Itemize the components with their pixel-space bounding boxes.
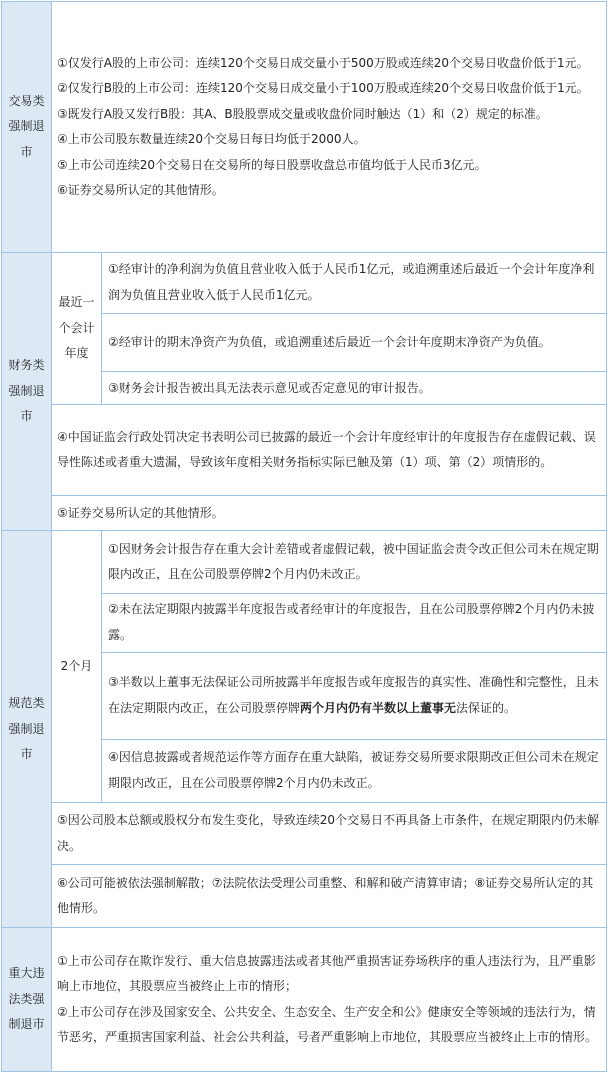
category-violation: 重大违法类强制退市 bbox=[2, 928, 52, 1072]
financial-row-4 bbox=[2, 405, 607, 496]
violation-item-2: ②上市公司存在涉及国家安全、公共安全、生态安全、生产安全和公》健康安全等领域的违法行为，情节恶劣，严重损害国家利益、社会公共利益，号者严重影响上市地位，其股票应当被终止上市的情形。 bbox=[57, 1004, 598, 1045]
category-compliance: 规范类强制退市 bbox=[2, 531, 52, 928]
compliance-item-3-emphasis: 两个月内仍有半数以上董事无 bbox=[300, 700, 457, 715]
compliance-sub-label: 2个月 bbox=[52, 531, 102, 802]
compliance-row-1 bbox=[2, 531, 607, 594]
compliance-sub-item-2: ②未在法定期限内披露半年度报告或者经审计的年度报告，且在公司股票停牌2个月内仍未披露。 bbox=[102, 594, 607, 653]
compliance-sub-item-4: ④因信息披露或者规范运作等方面存在重大缺陷，被证券交易所要求限期改正但公司未在规定期限内改正，且在公司股票停牌2个月内仍未改正。 bbox=[102, 739, 607, 802]
compliance-sub-item-3 bbox=[102, 652, 607, 739]
category-trading: 交易类强制退市 bbox=[2, 2, 52, 253]
delisting-rules-table bbox=[1, 1, 607, 1072]
compliance-item-6: ⑥公司可能被依法强制解散；⑦法院依法受理公司重整、和解和破产清算审请；⑧证券交易所认定的其他情形。 bbox=[52, 865, 607, 928]
trading-item-4: ④上市公司股东数量连续20个交易日每日均低于2000人。 bbox=[57, 132, 366, 147]
violation-item-1: ①上市公司存在欺诈发行、重大信息披露违法或者其他严重损害证券场秩序的重人违法行为，且严重影响上市地位，其股票应当被终止上市的情形； bbox=[57, 953, 596, 994]
financial-sub-label: 最近一个会计年度 bbox=[52, 253, 102, 405]
financial-row-1 bbox=[2, 253, 607, 314]
financial-item-5: ⑤证券交易所认定的其他情形。 bbox=[52, 496, 607, 531]
compliance-row-5 bbox=[2, 802, 607, 865]
trading-item-6: ⑥证券交易所认定的其他情形。 bbox=[57, 183, 224, 198]
financial-sub-item-3: ③财务会计报告被出具无法表示意见或否定意见的审计报告。 bbox=[102, 372, 607, 405]
trading-rules bbox=[52, 2, 607, 253]
compliance-sub-item-1: ①因财务会计报告存在重大会计差错或者虚假记载，被中国证监会责令改正但公司未在规定期限内改正，且在公司股票停牌2个月内仍未改正。 bbox=[102, 531, 607, 594]
trading-item-2: ②仅发行B股的上市公司：连续120个交易日成交量小于100万股或连续20个交易日收盘价低于1元。 bbox=[57, 81, 589, 96]
compliance-item-3-tail: 法保证的。 bbox=[456, 700, 517, 715]
trading-item-1: ①仅发行A股的上市公司：连续120个交易日成交量小于500万股或连续20个交易日收盘价低于1元。 bbox=[57, 55, 589, 70]
violation-row bbox=[2, 928, 607, 1072]
financial-sub-item-1: ①经审计的净利润为负值且营业收入低于人民币1亿元，或追溯重述后最近一个会计年度净利润为负值且营业收入低于人民币1亿元。 bbox=[102, 253, 607, 314]
financial-sub-item-2: ②经审计的期末净资产为负值，或追溯重述后最近一个会计年度期末净资产为负值。 bbox=[102, 313, 607, 372]
category-financial: 财务类强制退市 bbox=[2, 253, 52, 531]
trading-row bbox=[2, 2, 607, 253]
violation-rules bbox=[52, 928, 607, 1072]
financial-row-5 bbox=[2, 496, 607, 531]
trading-item-3: ③既发行A股又发行B股：其A、B股股票成交量或收盘价同时触达（1）和（2）规定的标准。 bbox=[57, 106, 548, 121]
financial-item-4: ④中国证监会行政处罚决定书表明公司已披露的最近一个会计年度经审计的年度报告存在虚假记载、误导性陈述或者重大遗漏，导致该年度相关财务指标实际已触及第（1）项、第（2）项情形的。 bbox=[52, 405, 607, 496]
trading-item-5: ⑤上市公司连续20个交易日在交易所的每日股票收盘总市值均低于人民币3亿元。 bbox=[57, 157, 487, 172]
compliance-item-3-text: ③半数以上董事无法保证公司所披露半年度报告或年度报告的真实性、准确性和完整性，且未在法定期限内改正，在公司股票停牌 bbox=[108, 675, 599, 715]
compliance-item-5: ⑤因公司股本总额或股权分布发生变化，导致连续20个交易日不再具备上市条件，在规定期限内仍未解决。 bbox=[52, 802, 607, 865]
compliance-row-6 bbox=[2, 865, 607, 928]
